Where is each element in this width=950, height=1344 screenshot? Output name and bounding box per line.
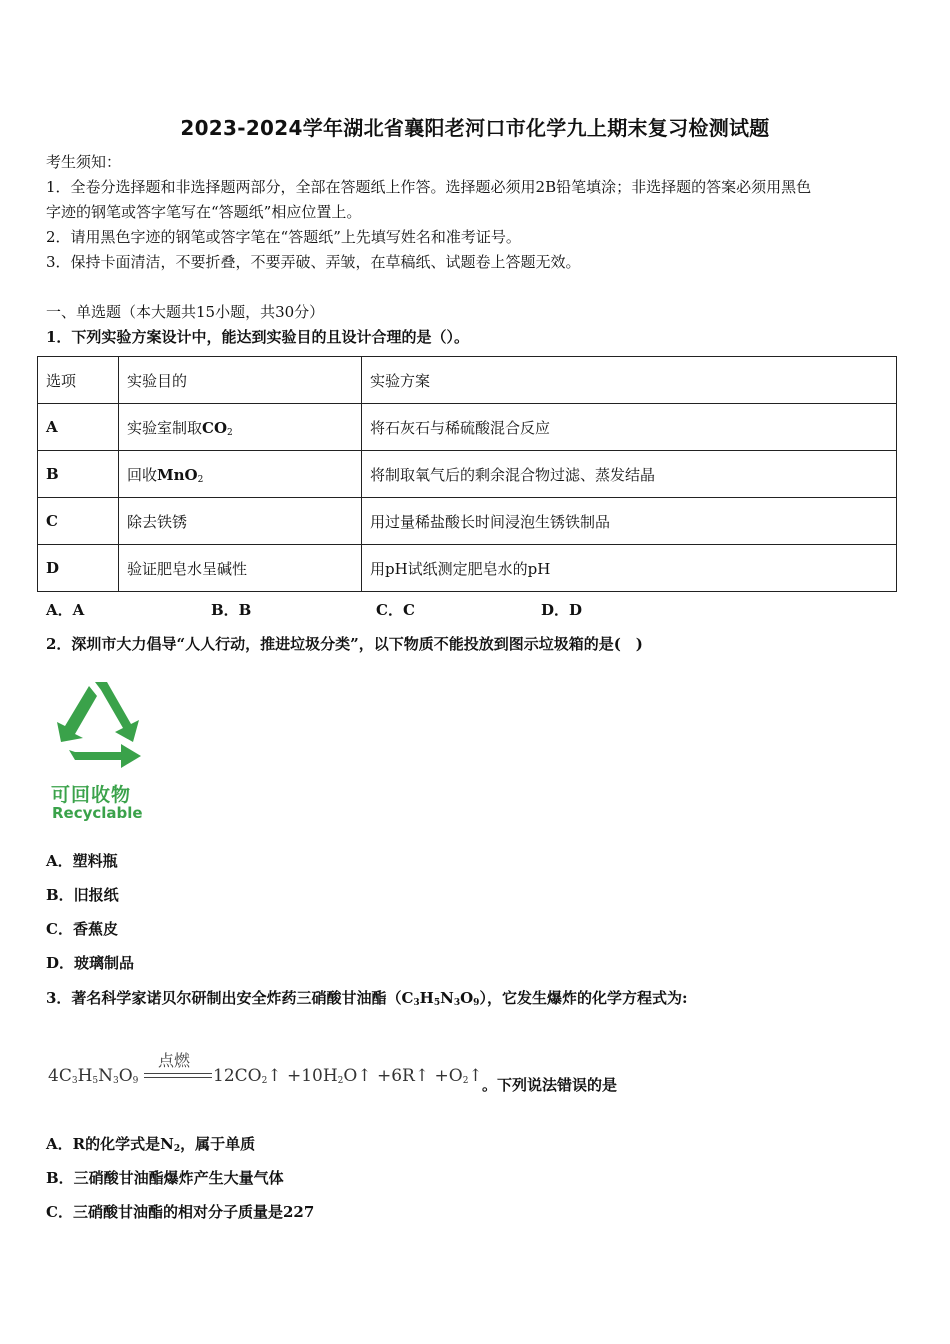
page-title: 2023-2024学年湖北省襄阳老河口市化学九上期末复习检测试题 [180, 116, 770, 140]
section-heading: 一、单选题（本大题共15小题，共30分） [46, 303, 325, 321]
table-row [38, 404, 897, 451]
table-row [38, 545, 897, 592]
table-cell-option: B [38, 451, 119, 498]
notice-item-1-cont: 字迹的钢笔或答字笔写在“答题纸”相应位置上。 [46, 203, 362, 221]
q2-stem: 2．深圳市大力倡导“人人行动，推进垃圾分类”，以下物质不能投放到图示垃圾箱的是( ) [46, 635, 643, 653]
table-row [38, 451, 897, 498]
table-cell-plan: 将石灰石与稀硫酸混合反应 [362, 404, 897, 451]
q3-option-c: C．三硝酸甘油酯的相对分子质量是227 [46, 1203, 315, 1221]
table-cell-option: D [38, 545, 119, 592]
table-cell-plan: 将制取氧气后的剩余混合物过滤、蒸发结晶 [362, 451, 897, 498]
q1-answer-b: B．B [211, 601, 252, 619]
q2-option-c: C．香蕉皮 [46, 920, 118, 938]
logo-en-text: Recyclable [52, 804, 143, 822]
table-header-row [38, 357, 897, 404]
reaction-products: $12CO_2↑$ $+10H_2O↑$ +6R↑ $+O_2↑$ [213, 1066, 483, 1086]
table-cell-goal: 除去铁锈 [119, 498, 362, 545]
table-cell-goal: 验证肥皂水呈碱性 [119, 545, 362, 592]
notice-item-3: 3．保持卡面清洁，不要折叠，不要弄破、弄皱，在草稿纸、试题卷上答题无效。 [46, 253, 581, 271]
table-cell-goal: 实验室制取$CO_2$ [119, 404, 362, 451]
table-row [38, 498, 897, 545]
q2-option-b: B．旧报纸 [46, 886, 119, 904]
table-header: 选项 [38, 357, 119, 404]
reaction-equation: $4C_3H_5N_3O_9$ [48, 1066, 139, 1086]
q1-answer-a: A．A [46, 601, 85, 619]
table-cell-option: C [38, 498, 119, 545]
q3-stem: 3．著名科学家诺贝尔研制出安全炸药三硝酸甘油酯$(C_3H_5N_3O_9)$，它发生爆炸的化学方程式为: [46, 989, 688, 1008]
table-header: 实验方案 [362, 357, 897, 404]
q3-option-b: B．三硝酸甘油酯爆炸产生大量气体 [46, 1169, 284, 1187]
notice-heading: 考生须知： [46, 153, 122, 171]
q3-tail: 。下列说法错误的是 [482, 1076, 618, 1094]
table-cell-option: A [38, 404, 119, 451]
table-cell-plan: 用过量稀盐酸长时间浸泡生锈铁制品 [362, 498, 897, 545]
q1-table [37, 356, 897, 592]
notice-item-2: 2．请用黑色字迹的钢笔或答字笔在“答题纸”上先填写姓名和准考证号。 [46, 228, 521, 246]
table-cell-goal: 回收MnO$_2$ [119, 451, 362, 498]
q1-stem: 1．下列实验方案设计中，能达到实验目的且设计合理的是（）。 [46, 328, 469, 346]
q2-option-d: D．玻璃制品 [46, 954, 135, 972]
table-cell-plan: 用pH试纸测定肥皂水的pH [362, 545, 897, 592]
recycle-icon [45, 676, 153, 780]
q1-answer-c: C．C [376, 601, 415, 619]
logo-cn-text: 可回收物 [51, 784, 132, 806]
table-header: 实验目的 [119, 357, 362, 404]
equation-double-line [144, 1073, 212, 1078]
notice-item-1: 1．全卷分选择题和非选择题两部分，全部在答题纸上作答。选择题必须用2B铅笔填涂；非选择题的答案必须用黑色 [46, 178, 812, 196]
equation-condition: 点燃 [158, 1051, 191, 1070]
recyclable-logo [45, 676, 153, 826]
q1-answer-d: D．D [541, 601, 583, 619]
q3-option-a: A．R的化学式是$N_2$，属于单质 [46, 1135, 256, 1154]
q2-option-a: A．塑料瓶 [46, 852, 118, 870]
